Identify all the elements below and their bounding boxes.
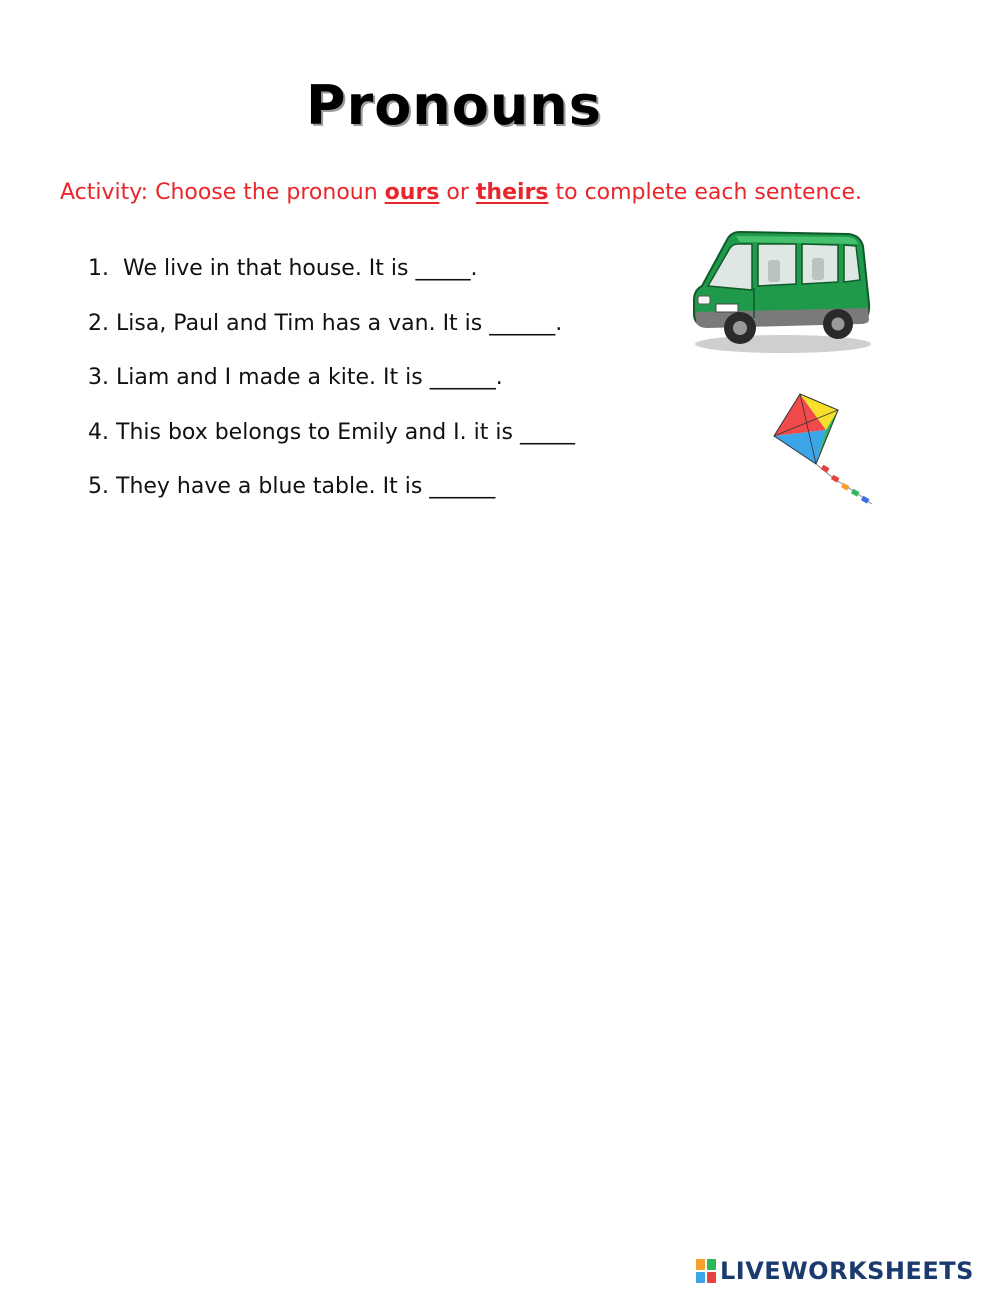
question-list [88,250,575,523]
question-number: 2. [88,310,109,336]
instructions-suffix: to complete each sentence. [548,180,863,205]
logo-blocks-icon [696,1259,716,1283]
liveworksheets-logo [696,1256,974,1286]
kite-illustration [766,390,882,510]
activity-instructions [60,180,862,205]
question-2 [88,305,575,360]
question-number: 1. [88,256,109,281]
question-5 [88,468,575,523]
option-ours: ours [384,180,440,205]
question-text: We live in that house. It is _____. [116,256,478,281]
question-1 [88,250,575,305]
van-illustration [688,228,874,356]
question-text: Liam and I made a kite. It is ______. [116,365,503,390]
instructions-prefix: Activity: Choose the pronoun [60,180,385,205]
question-number: 3. [88,365,109,390]
page-title: Pronouns [306,74,602,137]
question-3 [88,359,575,414]
option-theirs: theirs [475,180,549,205]
question-number: 5. [88,474,109,499]
brand-name: LIVEWORKSHEETS [720,1257,974,1285]
question-4 [88,414,575,469]
instructions-connector: or [439,180,476,205]
question-text: This box belongs to Emily and I. it is _____ [116,419,575,445]
question-text: Lisa, Paul and Tim has a van. It is ______. [116,310,563,336]
question-text: They have a blue table. It is ______ [116,474,496,499]
question-number: 4. [88,419,109,445]
